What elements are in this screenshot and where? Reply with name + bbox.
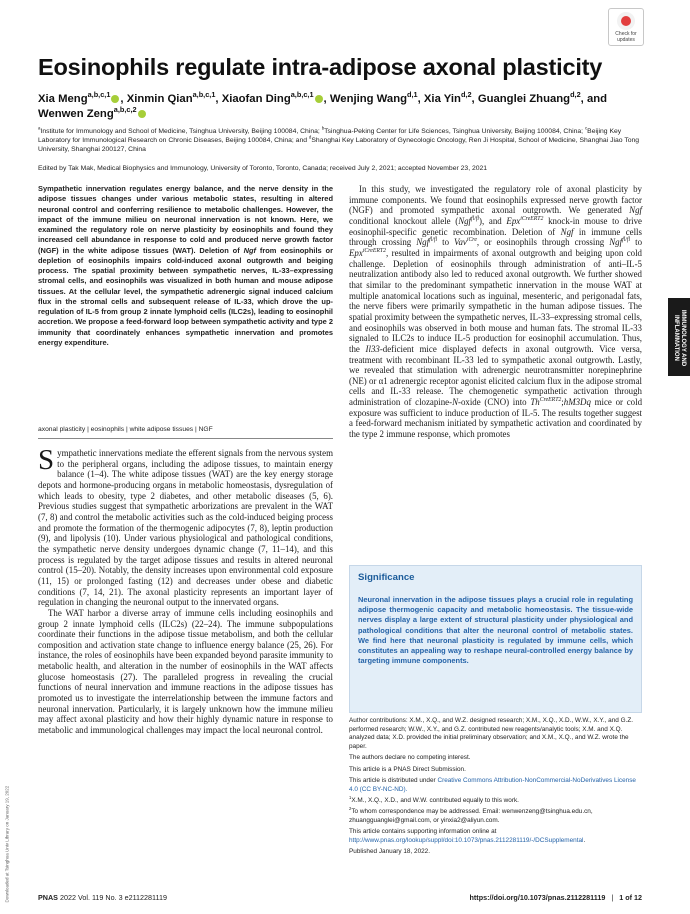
- intro-paragraph-2: The WAT harbor a diverse array of immune cells including eosinophils and group 2 innate lymphoid cells (ILC2s) (22–24). The immune subpopulations coordinate their functions in the adipose tissue metabolism, and both the cellular composition and activation state change to influence energy balance (25, 26). For instance, the roles of eosinophils have been expanded beyond parasite immunity to metabolic health, and alteration in the number of eosinophils in the WAT affects glucose homeostasis (27). The paralleled progress in revealing the crucial functions of neural innervation and immune reactions in the adipose tissues has promoted us to investigate the interrelationship between the immune factors and neuronal innervation. Particularly, it is largely unknown how the immune milieu may affect axonal plasticity and how their highly dynamic nature in response to metabolic and immunological challenges may impact the local neuronal control.: [38, 607, 333, 736]
- section-tab: [668, 298, 690, 376]
- footer-citation: PNAS 2022 Vol. 119 No. 3 e2112281119: [38, 893, 167, 902]
- competing-interest: The authors declare no competing interest.: [349, 754, 471, 762]
- affiliation-text: Shanghai Key Laboratory of Gynecologic Oncology, Ren Ji Hospital, School of Medicine, Shanghai Jiao Tong University, Shanghai 200127, China: [38, 137, 640, 154]
- footer-doi: https://doi.org/10.1073/pnas.2112281119 | 1 of 12: [469, 893, 642, 902]
- check-for-updates-badge[interactable]: [608, 8, 644, 46]
- published-date: Published January 18, 2022.: [349, 848, 431, 856]
- affiliation-text: Beijing Key Laboratory for Immunological Research on Chronic Diseases, Beijing 100084, China; and: [38, 128, 622, 145]
- author-affiliation-marker: d,1: [407, 90, 418, 100]
- page-number: 1 of 12: [619, 893, 642, 902]
- author-affiliation-marker: a,b,c,2: [113, 105, 137, 115]
- direct-submission: This article is a PNAS Direct Submission.: [349, 765, 466, 773]
- doi-link[interactable]: https://doi.org/10.1073/pnas.2112281119: [469, 893, 606, 902]
- introduction-column: [38, 444, 333, 736]
- intro-paragraph-1: Sympathetic innervations mediate the efferent signals from the nervous system to the peripheral organs, including the adipose tissues, to maintain energy balance (1–4). The white adipose tissues (WAT) are the key energy storage depots and hormone-producing organs in metabolic homeostasis, dysregulation of which leads to obesity, type 2 diabetes, and other metabolic diseases (5, 6). Previous studies suggest that sympathetic arborizations are prevalent in the WAT (7, 8) and control the metabolic activities such as the cold-induced beiging process and promote the formation of the thermogenic adipocytes (7, 8), leptin production (9), and lipolysis (10). Under various physiological and pathological conditions, the sympathetic nerve density undergoes dynamic change (7, 11–14), and this process is regulated by the target adipose tissues and results in altered neuronal control (15–20). Notably, the density increases upon environmental cold exposure (11, 15) or prolonged fasting (12) and decreases under obese and diabetic conditions (7, 14, 21). The axonal plasticity represents an important layer of regulation in changing the neuronal output to the innervated organs.: [38, 444, 333, 608]
- significance-box: [349, 565, 642, 713]
- journal-name: PNAS: [38, 893, 58, 902]
- author-contributions: Author contributions: X.M., X.Q., and W.Z. designed research; X.M., X.Q., X.D., W.W., X.Y., and G.Z. performed research; W.W., X.Y., and G.Z. contributed new reagents/analytic tools; X.M. and X.Q. analyzed data; X.D. provided the initial preliminary observation; and X.M., X.Q., and W.Z. wrote the paper.: [349, 717, 634, 751]
- author-name: Xinmin Qian: [126, 93, 193, 105]
- license-link[interactable]: Creative Commons Attribution-NonCommercial-NoDerivatives License 4.0 (CC BY-NC-ND).: [349, 777, 636, 793]
- author-name: Xiaofan Ding: [221, 93, 291, 105]
- author-name: Guanglei Zhuang: [477, 93, 571, 105]
- equal-contribution: $^1$X.M., X.Q., X.D., and W.W. contributed equally to this work.: [349, 794, 519, 804]
- significance-title: Significance: [358, 572, 415, 583]
- check-for-updates-icon: [617, 12, 635, 30]
- keywords: axonal plasticity | eosinophils | white adipose tissues | NGF: [38, 426, 213, 433]
- section-tab-label: IMMUNOLOGY AND INFLAMMATION: [673, 309, 686, 367]
- author-name: Xia Meng: [38, 93, 88, 105]
- author-affiliation-marker: a,b,c,1: [290, 90, 314, 100]
- right-column-text: In this study, we investigated the regulatory role of axonal plasticity by immune components. We found that eosinophils expressed nerve growth factor (NGF) and promoted sympathetic axonal outgrowth. We generated Ngf conditional knockout allele (Ngf$^{fl/fl}$), and Epx$^{iCreERT2}$ knock-in mouse to drive eosinophil-specific genetic recombination. Deletion of Ngf in immune cells through crossing Ngf$^{fl/fl}$ to Vav$^{iCre}$, or eosinophils through crossing Ngf$^{fl/fl}$ to Epx$^{iCreERT2}$, resulted in impairments of axonal outgrowth and beiging upon cold challenge. Depletion of eosinophils through administration of anti–IL-5 neutralization antibody also led to reduced axonal outgrowth. We further showed that similar to the predominant sympathetic innervation in the mouse WAT at multiple anatomical locations such as inguinal, mesenteric, and perigonadal fats, the nerve fibers were primarily sympathetic in the human adipose tissues. The spatial proximity between the sympathetic nerves, IL-33–expressing stromal cells, and eosinophils was observed in both mouse and human fats. The stromal IL-33 signaled to ILC2s to induce IL-5 production for eosinophil accumulation. Thus, the Il33-deficient mice displayed defects in axonal outgrowth. Vice versa, treatment with recombinant IL-33 led to sympathetic axonal outgrowth. Lastly, we revealed that stimulation with adrenergic neurotransmitter norepinephrine (NE) or α1 adrenergic receptor agonist elicited calcium flux in the adipose stromal cells and IL-33 release. The chemogenetic sympathetic activation through administration of clozapine-N-oxide (CNO) into $Th^{CreERT2};hM3Dq$ mice or cold exposure was sufficient to induce production of IL-5. The results together suggest a feed-forward mechanism initiated by sympathetic activation and coordinated by the type 2 immune response, which promotes: [349, 184, 643, 440]
- drop-cap: S: [38, 444, 55, 476]
- article-title: Eosinophils regulate intra-adipose axonal plasticity: [38, 54, 603, 80]
- download-watermark: [2, 650, 10, 910]
- author-affiliation-marker: d,2: [460, 90, 472, 100]
- affiliation-text: Institute for Immunology and School of Medicine, Tsinghua University, Beijing 100084, China;: [40, 128, 322, 135]
- badge-line-1: Check for: [615, 31, 637, 37]
- license-note: This article is distributed under Creative Commons Attribution-NonCommercial-NoDerivatives License 4.0 (CC BY-NC-ND).: [349, 777, 636, 793]
- keywords-divider: [38, 438, 333, 439]
- download-watermark-text: Downloaded at Tsinghua Univ Library on January 19, 2022: [4, 785, 10, 903]
- affiliation-text: Tsinghua-Peking Center for Life Sciences, Tsinghua University, Beijing 100084, China;: [324, 128, 585, 135]
- significance-text: Neuronal innervation in the adipose tissues plays a crucial role in regulating adipose thermogenic capacity and metabolic homeostasis. The tissue-wide nerves display a large extent of structural plasticity under physiological and pathological conditions that alter the neuronal control of metabolic states. We find here that neuronal plasticity is regulated by immune cells, which constitutes an appealing way to reshape neural-controlled energy balance by targeting immune components.: [358, 595, 633, 666]
- correspondence: $^2$To whom correspondence may be addressed. Email: wenwenzeng@tsinghua.edu.cn, zhuangguanglei@gmail.com, or yinxia2@aliyun.com.: [349, 806, 593, 824]
- author-name: Wenwen Zeng: [38, 108, 114, 120]
- author-affiliation-marker: d,2: [570, 90, 581, 100]
- orcid-icon[interactable]: [138, 110, 146, 118]
- author-affiliation-marker: a,b,c,1: [192, 90, 216, 100]
- badge-line-2: updates: [617, 36, 635, 43]
- article-notes: [349, 717, 642, 860]
- author-list: Xia Meng$^{a,b,c,1}$ , Xinmin Qian$^{a,b,c,1}$, Xiaofan Ding$^{a,b,c,1}$ , Wenjing Wang$^{d,1}$, Xia Yin$^{d,2}$, Guanglei Zhuang$^{d,2}$, and Wenwen Zeng$^{a,b,c,2}$: [38, 90, 611, 120]
- supporting-info: This article contains supporting information online at http://www.pnas.org/lookup/suppl/doi:10.1073/pnas.2112281119/-/DCSupplemental.: [349, 828, 586, 844]
- orcid-icon[interactable]: [315, 95, 323, 103]
- edited-by-line: Edited by Tak Mak, Medical Biophysics and Immunology, University of Toronto, Toronto, Canada; received July 2, 2021; accepted November 23, 2021: [38, 165, 488, 172]
- affiliations: $^a$Institute for Immunology and School of Medicine, Tsinghua University, Beijing 100084, China; $^b$Tsinghua-Peking Center for Life Sciences, Tsinghua University, Beijing 100084, China; $^c$Beijing Key Laboratory for Immunological Research on Chronic Diseases, Beijing 100084, China; and $^d$Shanghai Key Laboratory of Gynecologic Oncology, Ren Ji Hospital, School of Medicine, Shanghai Jiao Tong University, Shanghai 200127, China: [38, 125, 640, 154]
- supporting-info-link[interactable]: http://www.pnas.org/lookup/suppl/doi:10.1073/pnas.2112281119/-/DCSupplemental: [349, 837, 584, 844]
- author-name: Xia Yin: [423, 93, 461, 105]
- orcid-icon[interactable]: [111, 95, 119, 103]
- author-affiliation-marker: a,b,c,1: [87, 90, 111, 100]
- author-name: Wenjing Wang: [329, 93, 408, 105]
- abstract: Sympathetic innervation regulates energy balance, and the nerve density in the adipose tissues changes under various metabolic states, resulting in altered neuronal control and conferring resilience to metabolic challenges. However, the impact of the immune milieu on neuronal innervation is not known. Here, we examined the regulatory role on nerve plasticity by eosinophils and found they increased cell abundance in response to cold and produced nerve growth factor (NGF) in the white adipose tissues (WAT). Deletion of Ngf from eosinophils or depletion of eosinophils impairs cold-induced axonal outgrowth and beiging process. The spatial proximity between sympathetic nerves, IL-33–expressing stromal cells, and eosinophils was visualized in both human and mouse adipose tissues. At the cellular level, the sympathetic adrenergic signal induced calcium flux in the stromal cells and subsequent release of IL-33, which drove the up-regulation of IL-5 from group 2 innate lymphoid cells (ILC2s), leading to eosinophil accretion. We propose a feed-forward loop between sympathetic activity and type 2 immunity that coordinately enhances sympathetic innervation and promotes energy expenditure.: [38, 184, 333, 347]
